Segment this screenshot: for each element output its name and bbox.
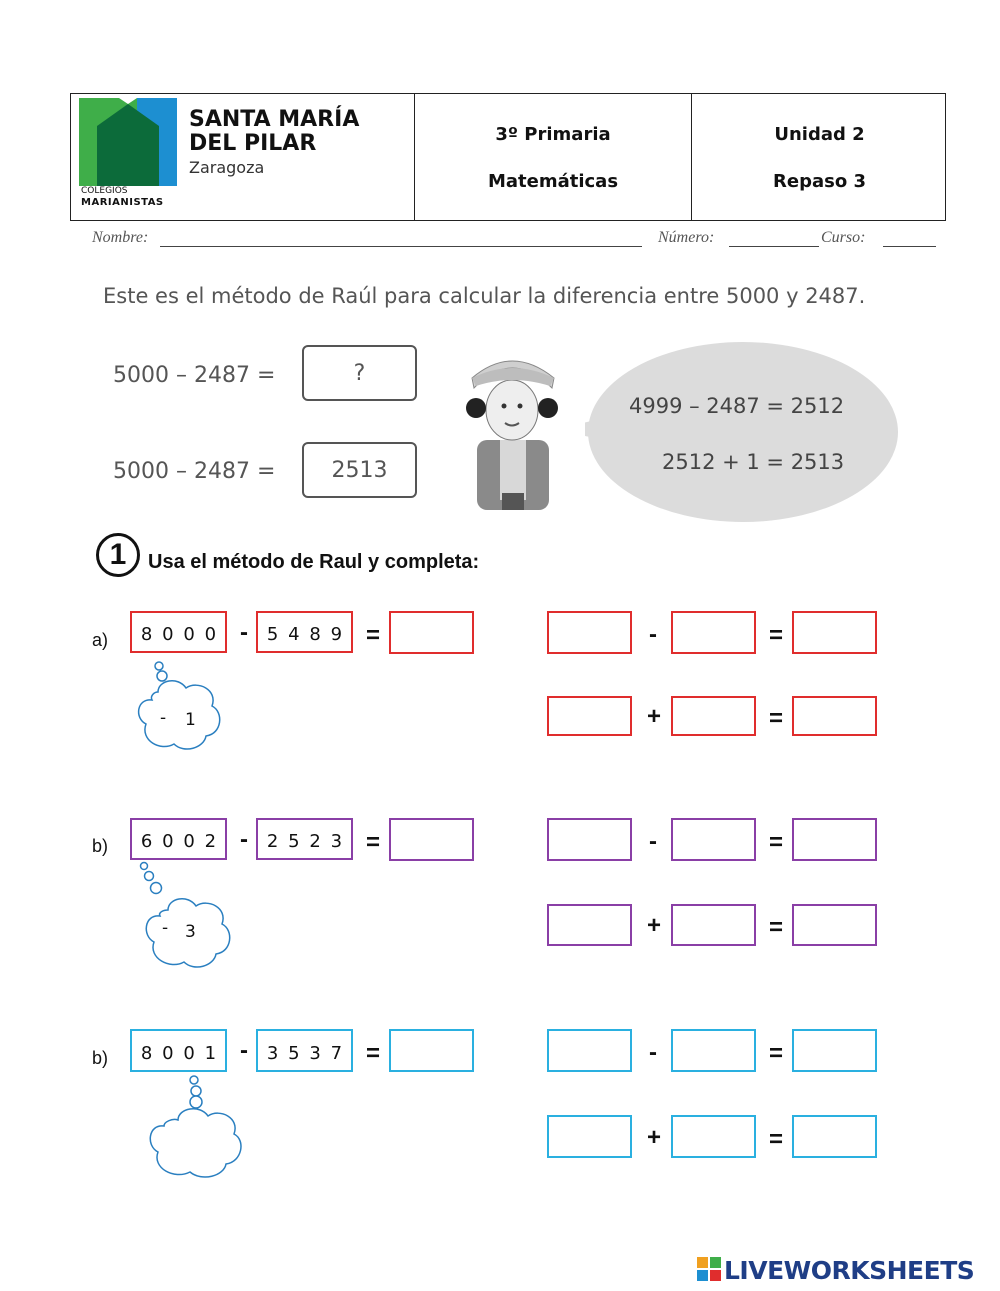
- row-a-subtrahend: [256, 611, 353, 653]
- digit: 0: [183, 624, 195, 645]
- equals-sign: =: [769, 622, 784, 649]
- minus-sign: -: [649, 1039, 657, 1066]
- bubble-line-1: 4999 – 2487 = 2512: [629, 394, 845, 418]
- row-a-minuend: [130, 611, 227, 653]
- cloud-b-value: 3: [185, 922, 196, 942]
- equals-sign: =: [769, 914, 784, 941]
- school-city: Zaragoza: [189, 158, 265, 177]
- row-a-step1-input-2[interactable]: [671, 611, 756, 654]
- row-b-step2-result[interactable]: [792, 904, 877, 946]
- row-c-step1-result[interactable]: [792, 1029, 877, 1072]
- review-label: Repaso 3: [773, 171, 866, 192]
- row-a-label: a): [92, 630, 109, 650]
- digit: 5: [266, 624, 279, 645]
- speech-bubble: [585, 340, 900, 523]
- digit: 4: [288, 624, 300, 645]
- minus-sign: -: [649, 828, 657, 855]
- digit: 2: [266, 831, 279, 852]
- thought-cloud-icon: [132, 660, 224, 754]
- plus-sign: +: [647, 912, 662, 939]
- equals-sign: =: [769, 1126, 784, 1153]
- equals-sign: =: [769, 1040, 784, 1067]
- digit: 7: [330, 1043, 343, 1064]
- row-c-step2-input-2[interactable]: [671, 1115, 756, 1158]
- boy-illustration-icon: [462, 348, 562, 510]
- footer-brand: LIVEWORKSHEETS: [724, 1256, 975, 1285]
- intro-answer-2: 2513: [302, 442, 417, 498]
- unit-label: Unidad 2: [774, 124, 865, 145]
- school-name: SANTA MARÍA DEL PILAR: [189, 107, 360, 156]
- intro-answer-1: ?: [302, 345, 417, 401]
- intro-text: Este es el método de Raúl para calcular la diferencia entre 5000 y 2487.: [103, 284, 866, 308]
- digit: 0: [183, 1043, 195, 1064]
- row-b-step1-input-1[interactable]: [547, 818, 632, 861]
- equals-sign: =: [769, 705, 784, 732]
- cloud-a-value: 1: [185, 710, 196, 730]
- row-b-subtrahend: [256, 818, 353, 860]
- digit: 8: [140, 624, 153, 645]
- row-c-step1-input-1[interactable]: [547, 1029, 632, 1072]
- digit: 3: [266, 1043, 279, 1064]
- row-a-step1-result[interactable]: [792, 611, 877, 654]
- number-field[interactable]: [729, 246, 819, 247]
- row-a-step2-result[interactable]: [792, 696, 877, 736]
- cloud-b-minus: -: [162, 918, 169, 938]
- row-a-result-input[interactable]: [389, 611, 474, 654]
- bubble-line-2: 2512 + 1 = 2513: [662, 450, 845, 474]
- thought-cloud-icon: [144, 1074, 248, 1184]
- equals-sign: =: [769, 829, 784, 856]
- row-c-step1-input-2[interactable]: [671, 1029, 756, 1072]
- plus-sign: +: [647, 1124, 662, 1151]
- grade-label: 3º Primaria: [495, 124, 611, 145]
- row-c-result-input[interactable]: [389, 1029, 474, 1072]
- equals-sign: =: [366, 1040, 381, 1067]
- subject-label: Matemáticas: [487, 171, 619, 192]
- header-table: [70, 93, 946, 221]
- digit: 2: [309, 831, 321, 852]
- equals-sign: =: [366, 829, 381, 856]
- row-a-step2-input-1[interactable]: [547, 696, 632, 736]
- brand-text: COLEGIOS MARIANISTAS: [81, 186, 164, 208]
- minus-sign: -: [649, 621, 657, 648]
- row-c-minuend: [130, 1029, 227, 1072]
- exercise-number-badge: 1: [96, 533, 140, 577]
- digit: 1: [204, 1043, 217, 1064]
- school-logo-icon: [79, 98, 177, 186]
- liveworksheets-logo-icon: [697, 1257, 721, 1281]
- row-b-step1-result[interactable]: [792, 818, 877, 861]
- course-cell: [415, 94, 692, 220]
- row-b-step2-input-2[interactable]: [671, 904, 756, 946]
- digit: 5: [288, 1043, 300, 1064]
- minus-sign: -: [240, 826, 248, 853]
- digit: 0: [204, 624, 217, 645]
- digit: 0: [183, 831, 195, 852]
- row-c-label: b): [92, 1048, 109, 1068]
- minus-sign: -: [240, 1037, 248, 1064]
- row-b-minuend: [130, 818, 227, 860]
- row-b-result-input[interactable]: [389, 818, 474, 861]
- digit: 2: [204, 831, 217, 852]
- digit: 0: [162, 1043, 174, 1064]
- digit: 0: [162, 831, 174, 852]
- course-field[interactable]: [883, 246, 936, 247]
- digit: 3: [309, 1043, 321, 1064]
- digit: 5: [288, 831, 300, 852]
- digit: 8: [140, 1043, 153, 1064]
- school-logo-cell: [71, 94, 415, 220]
- row-c-subtrahend: [256, 1029, 353, 1072]
- digit: 8: [309, 624, 321, 645]
- course-label: Curso:: [821, 229, 866, 246]
- row-c-step2-input-1[interactable]: [547, 1115, 632, 1158]
- intro-equation-1: 5000 – 2487 =: [113, 363, 276, 388]
- number-label: Número:: [658, 229, 715, 246]
- digit: 0: [162, 624, 174, 645]
- exercise-title: Usa el método de Raul y completa:: [148, 551, 480, 573]
- thought-cloud-icon: [138, 858, 234, 974]
- row-a-step2-input-2[interactable]: [671, 696, 756, 736]
- name-field[interactable]: [160, 246, 642, 247]
- row-b-label: b): [92, 836, 109, 856]
- digit: 3: [330, 831, 343, 852]
- row-b-step1-input-2[interactable]: [671, 818, 756, 861]
- name-label: Nombre:: [92, 229, 149, 246]
- intro-equation-2: 5000 – 2487 =: [113, 459, 276, 484]
- unit-cell: [692, 94, 947, 220]
- row-a-step1-input-1[interactable]: [547, 611, 632, 654]
- row-b-step2-input-1[interactable]: [547, 904, 632, 946]
- row-c-step2-result[interactable]: [792, 1115, 877, 1158]
- cloud-a-minus: -: [160, 708, 167, 728]
- digit: 6: [140, 831, 153, 852]
- plus-sign: +: [647, 703, 662, 730]
- equals-sign: =: [366, 622, 381, 649]
- digit: 9: [330, 624, 343, 645]
- minus-sign: -: [240, 619, 248, 646]
